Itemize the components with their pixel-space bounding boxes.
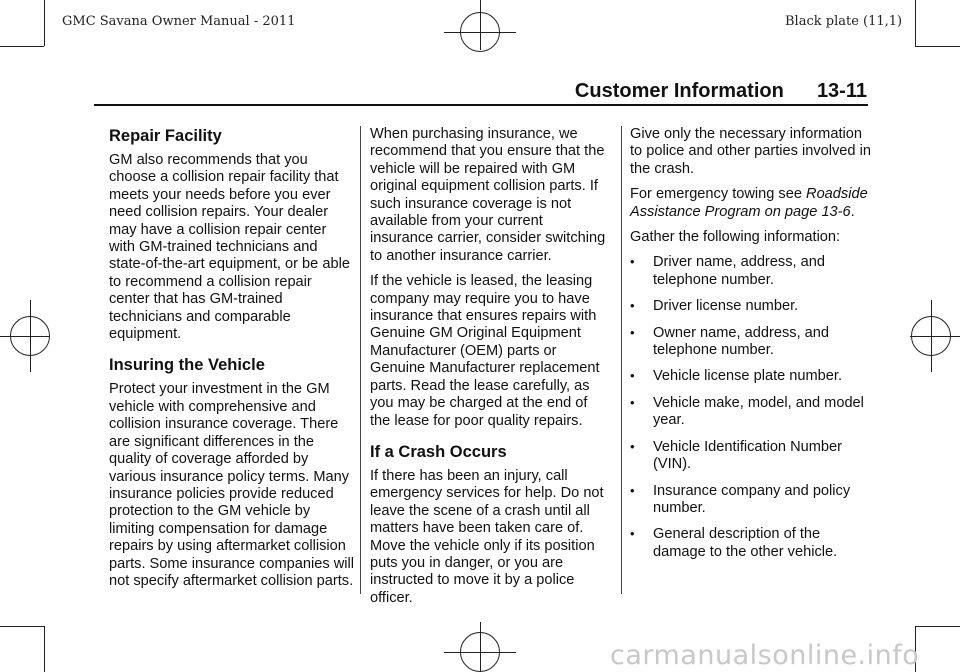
list-item: • Insurance company and policy number. [630,482,851,516]
column-3 [630,126,875,570]
paragraph: If the vehicle is leased, the leasing company may require you to have insurance that ensures repairs with Genuine GM Original Equipment Manufacturer (OEM) parts or Genuine Manufacturer replacement parts. Read the lease carefully, as you may be charged at the end of the lease for poor quality repairs. [370,273,600,429]
list-item: • Vehicle make, model, and model year. [630,394,864,429]
crop-mark-top-right-horizontal [915,46,960,47]
header-rule [94,104,868,106]
bullet-icon: • [630,526,635,542]
paragraph: When purchasing insurance, we recommend that you ensure that the vehicle will be repaired with GM original equipment collision parts. If such insurance coverage is not available from your current insurance carrier, consider switching to another insurance carrier. [370,126,606,264]
list-item: • Driver name, address, and telephone number. [630,254,825,288]
bullet-icon: • [630,394,635,410]
bullet-icon: • [630,324,635,340]
plate-info-left: GMC Savana Owner Manual - 2011 [62,14,296,29]
watermark: carmanualsonline.info [610,640,920,671]
section-title: Customer Information [574,80,784,102]
crop-mark-bottom-left-vertical [44,626,45,672]
heading-insuring-vehicle: Insuring the Vehicle [109,356,265,375]
bullet-icon: • [630,482,635,498]
page-number: 13-11 [816,80,867,102]
bullet-icon: • [630,298,635,314]
crop-mark-top-right-vertical [915,0,916,46]
list-item: • Vehicle Identification Number (VIN). [630,438,843,473]
paragraph: GM also recommends that you choose a collision repair facility that meets your needs before you ever need collision repairs. Your dealer may have a collision repair center with GM-trained technicians and state-of-the-art equipment, or be able to recommend a collision repair center that has GM-trained technicians and comparable equipment. [109,152,350,343]
column-2 [370,126,610,615]
list-item: • General description of the damage to the other vehicle. [630,526,838,560]
paragraph: Protect your investment in the GM vehicle with comprehensive and collision insurance coverage. There are significant differences in the quality of coverage afforded by various insurance policy terms. Many insurance policies provide reduced protection to the GM vehicle by limiting compensation for damage repairs by using aftermarket collision parts. Some insurance companies will not specify aftermarket collision parts. [109,381,354,589]
crop-mark-top-left-vertical [44,0,45,46]
paragraph: If there has been an injury, call emergency services for help. Do not leave the scene of a crash until all matters have been taken care of. Move the vehicle only if its position puts you in danger, or you are instructed to move it by a police officer. [370,467,604,606]
list-item: • Vehicle license plate number. [630,368,843,385]
crop-mark-bottom-right-horizontal [915,626,960,627]
column-divider [621,126,622,594]
heading-repair-facility: Repair Facility [109,127,222,145]
paragraph: Give only the necessary information to police and other parties involved in the crash. [630,126,871,177]
plate-info-right: Black plate (11,1) [785,14,903,29]
bullet-icon: • [630,438,635,454]
list-item: • Owner name, address, and telephone number. [630,324,830,359]
info-list [630,254,875,561]
paragraph-towing: For emergency towing see Roadside Assistance Program on page 13-6. [630,186,868,220]
paragraph: Gather the following information: [630,229,841,246]
crop-mark-top-left-horizontal [0,46,44,47]
page-header [575,80,867,103]
cross-reference-link[interactable]: Roadside Assistance Program on page 13-6 [630,186,868,220]
column-1 [109,126,354,598]
crop-mark-bottom-left-horizontal [0,626,44,627]
column-divider [360,126,361,594]
bullet-icon: • [630,368,635,384]
bullet-icon: • [630,254,635,270]
heading-if-crash-occurs: If a Crash Occurs [370,442,507,461]
list-item: • Driver license number. [630,298,799,315]
